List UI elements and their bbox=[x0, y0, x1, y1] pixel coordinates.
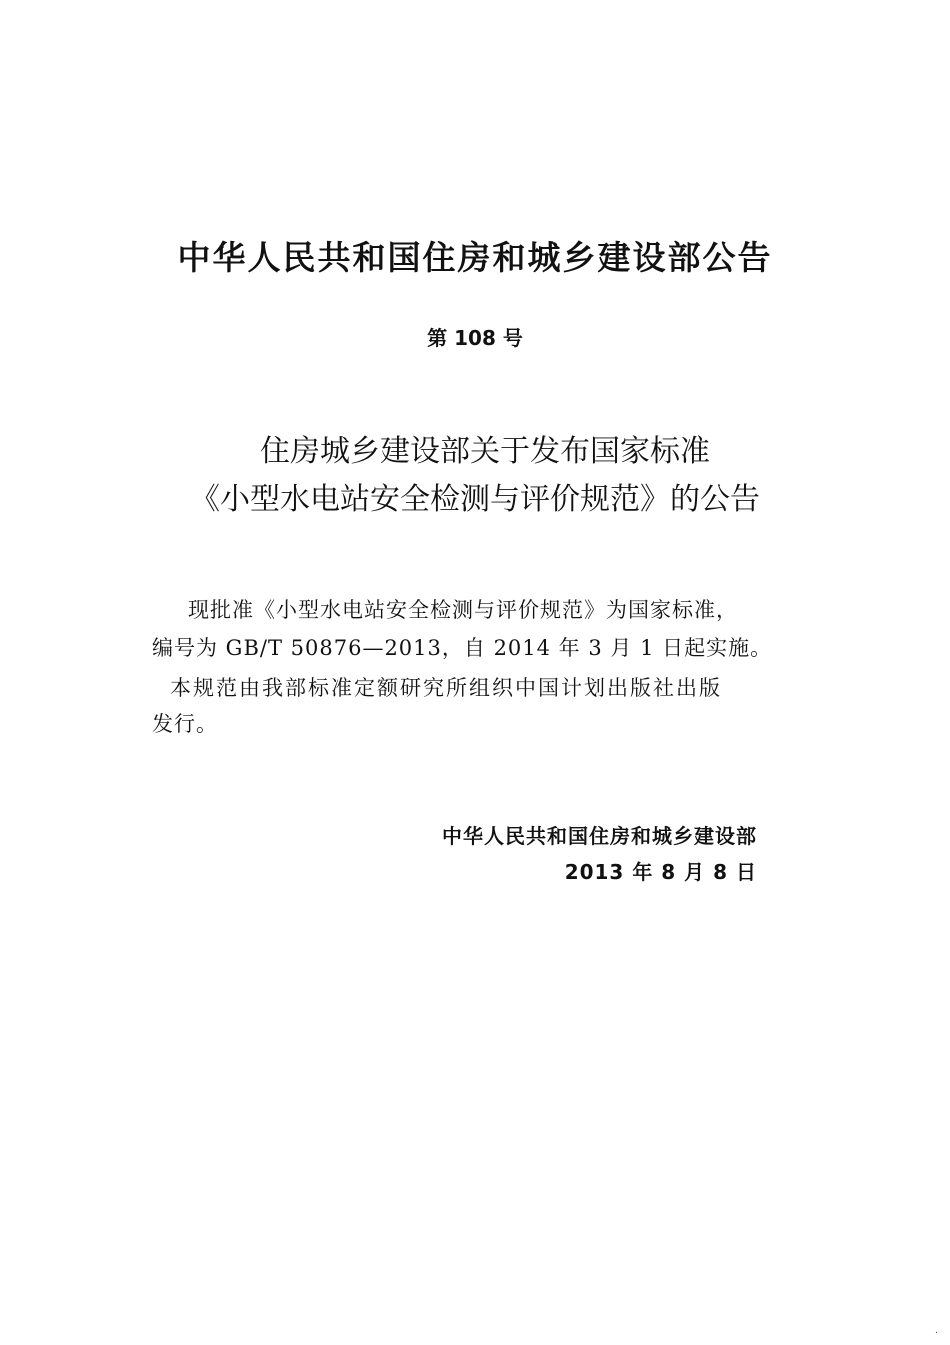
announcement-number: 第 108 号 bbox=[427, 326, 523, 350]
signature-date: 2013 年 8 月 8 日 bbox=[564, 860, 757, 884]
body-line-1: 现批准《小型水电站安全检测与评价规范》为国家标准， bbox=[188, 598, 738, 622]
scan-corner-mark: · bbox=[934, 1328, 938, 1339]
signature-organization: 中华人民共和国住房和城乡建设部 bbox=[442, 824, 757, 848]
body-line-2: 编号为 GB/T 50876—2013，自 2014 年 3 月 1 日起实施。 bbox=[152, 636, 773, 660]
subject-line-2: 《小型水电站安全检测与评价规范》的公告 bbox=[190, 482, 760, 517]
body-line-4: 发行。 bbox=[152, 712, 218, 736]
subject-line-1: 住房城乡建设部关于发布国家标准 bbox=[260, 434, 710, 469]
announcement-heading: 中华人民共和国住房和城乡建设部公告 bbox=[177, 238, 773, 277]
body-line-3: 本规范由我部标准定额研究所组织中国计划出版社出版 bbox=[170, 676, 722, 700]
